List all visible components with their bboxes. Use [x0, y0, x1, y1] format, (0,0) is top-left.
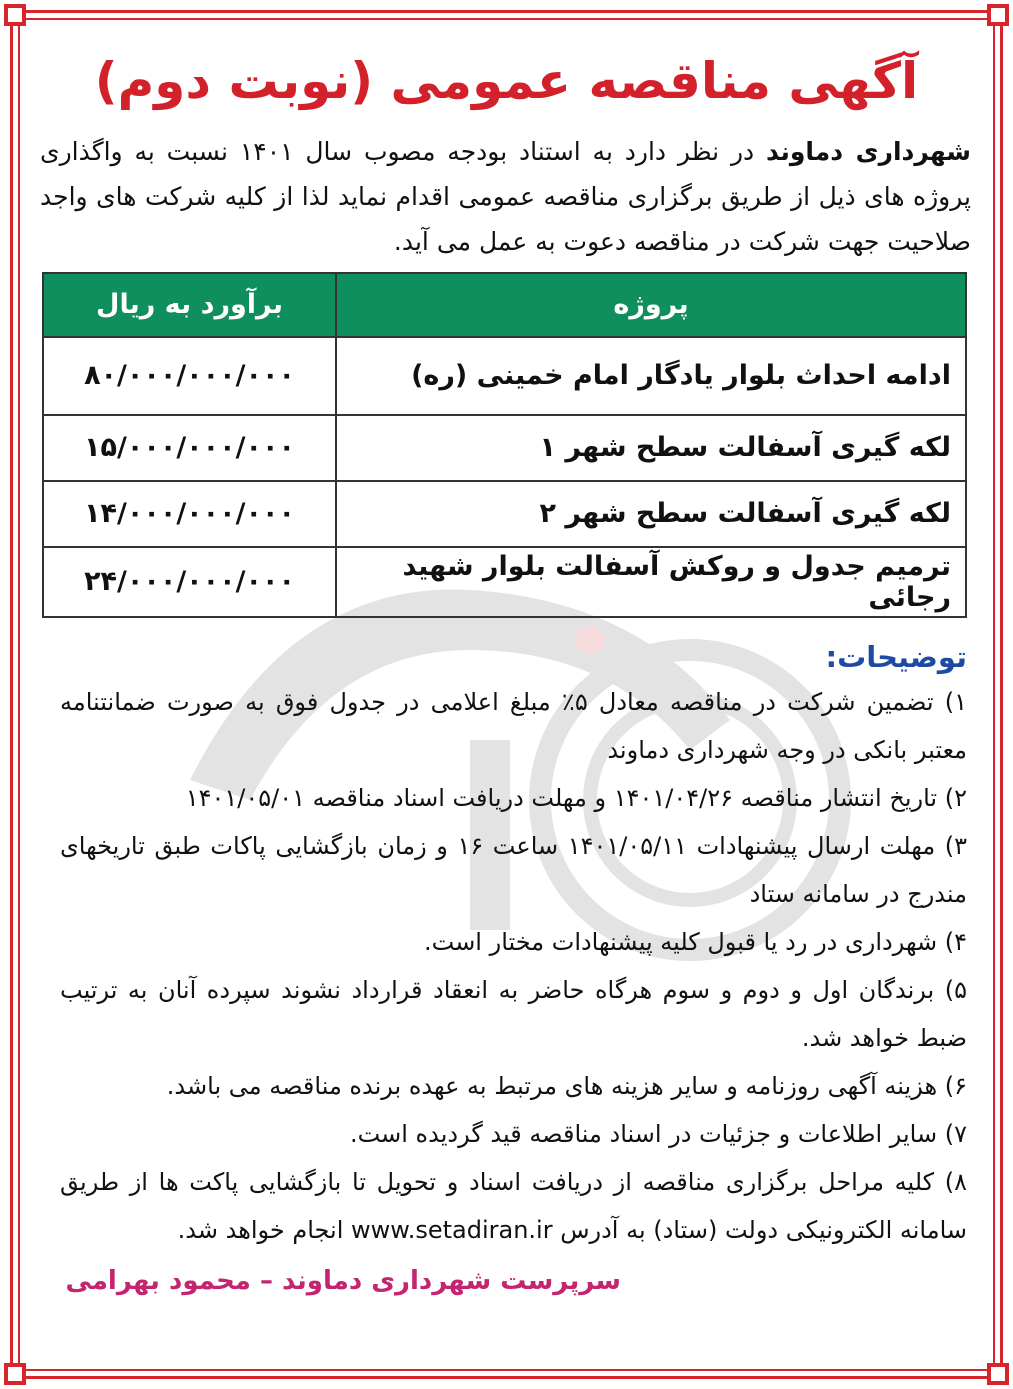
corner-ornament [987, 4, 1009, 26]
signature: سرپرست شهرداری دماوند – محمود بهرامی [65, 1265, 621, 1296]
header-estimate: برآورد به ریال [43, 273, 336, 337]
project-estimate: ۲۴/۰۰۰/۰۰۰/۰۰۰ [43, 547, 336, 617]
note-item: ۵) برندگان اول و دوم و سوم هرگاه حاضر به انعقاد قرارداد نشوند سپرده آنان به ترتیب ضبط خواهد شد. [60, 975, 967, 1052]
table-header-row [43, 273, 966, 337]
project-name: ترمیم جدول و روکش آسفالت بلوار شهید رجائی [336, 547, 966, 617]
project-estimate: ۸۰/۰۰۰/۰۰۰/۰۰۰ [43, 337, 336, 415]
note-item: ۳) مهلت ارسال پیشنهادات ۱۴۰۱/۰۵/۱۱ ساعت ۱۶ و زمان بازگشایی پاکات طبق تاریخهای مندرج در سامانه ستاد [60, 831, 968, 908]
table-row [43, 547, 966, 617]
note-item: ۴) شهرداری در رد یا قبول کلیه پیشنهادات مختار است. [424, 927, 967, 956]
note-item: ۷) سایر اطلاعات و جزئیات در اسناد مناقصه قید گردیده است. [349, 1119, 967, 1148]
organization-name: شهرداری دماوند [766, 136, 971, 166]
project-name: ادامه احداث بلوار یادگار امام خمینی (ره) [336, 337, 966, 415]
corner-ornament [987, 1363, 1009, 1385]
note-item: ۸) کلیه مراحل برگزاری مناقصه از دریافت اسناد و تحویل تا بازگشایی پاکت ها از طریق سامانه الکترونیکی دولت (ستاد) به آدرس www.setadiran.ir انجام خواهد شد. [60, 1167, 967, 1244]
corner-ornament [4, 1363, 26, 1385]
intro-paragraph [40, 129, 971, 264]
ad-title: آگهی مناقصه عمومی (نوبت دوم) [94, 52, 919, 110]
project-estimate: ۱۴/۰۰۰/۰۰۰/۰۰۰ [43, 481, 336, 547]
note-item: ۲) تاریخ انتشار مناقصه ۱۴۰۱/۰۴/۲۶ و مهلت دریافت اسناد مناقصه ۱۴۰۱/۰۵/۰۱ [185, 783, 967, 812]
ad-content [32, 30, 981, 1296]
project-name: لکه گیری آسفالت سطح شهر ۲ [336, 481, 966, 547]
notes-heading: توضیحات: [825, 639, 967, 674]
intro-text: در نظر دارد به استناد بودجه مصوب سال ۱۴۰۱ نسبت به واگذاری پروژه های ذیل از طریق برگزاری مناقصه عمومی اقدام نماید لذا از کلیه شرکت های واجد صلاحیت جهت شرکت در مناقصه دعوت به عمل می آید. [40, 136, 971, 256]
project-name: لکه گیری آسفالت سطح شهر ۱ [336, 415, 966, 481]
projects-table [42, 272, 967, 618]
table-row [43, 415, 966, 481]
project-estimate: ۱۵/۰۰۰/۰۰۰/۰۰۰ [43, 415, 336, 481]
notes-list [32, 678, 981, 1254]
corner-ornament [4, 4, 26, 26]
header-project: پروژه [336, 273, 966, 337]
table-row [43, 481, 966, 547]
table-row [43, 337, 966, 415]
note-item: ۶) هزینه آگهی روزنامه و سایر هزینه های مرتبط به عهده برنده مناقصه می باشد. [166, 1071, 967, 1100]
note-item: ۱) تضمین شرکت در مناقصه معادل ۵٪ مبلغ اعلامی در جدول فوق به صورت ضمانتنامه معتبر بانکی در وجه شهرداری دماوند [60, 687, 967, 764]
